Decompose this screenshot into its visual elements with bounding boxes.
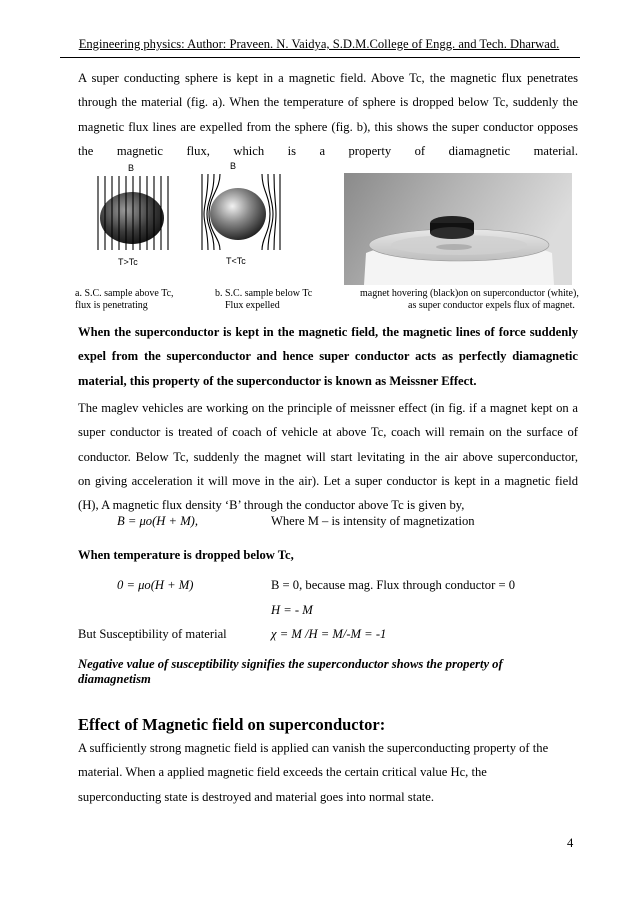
figure-a-b-label: B xyxy=(128,163,135,173)
figure-b-b-label: B xyxy=(230,161,237,171)
effect-line-1: A sufficiently strong magnetic field is applied can vanish the superconducting property of the xyxy=(78,741,549,755)
page-number: 4 xyxy=(567,836,574,850)
intro-line-3: magnetic flux lines are expelled from the sphere (fig. b), this shows the super conductor opposes xyxy=(78,119,578,134)
equation-zero-mu-h-m: 0 = μo(H + M) xyxy=(117,578,194,592)
equation-1-note: Where M – is intensity of magnetization xyxy=(271,514,475,528)
header-rule xyxy=(60,57,580,58)
figure-a-flux-penetrating xyxy=(90,160,200,270)
equation-2-note-1: B = 0, because mag. Flux through conductor = 0 xyxy=(271,578,515,592)
meissner-line-1: When the superconductor is kept in the magnetic field, the magnetic lines of force suddenly xyxy=(78,325,578,339)
figure-b-sphere xyxy=(210,188,266,240)
magnet-levitation-photo xyxy=(344,173,572,285)
negative-line-1: Negative value of susceptibility signifies the superconductor shows the property of xyxy=(78,657,503,671)
equation-b-mu-h-m: B = μo(H + M), xyxy=(117,514,199,528)
maglev-line-1: The maglev vehicles are working on the principle of meissner effect (in fig. if a magnet kept on a xyxy=(78,401,578,415)
caption-c-line-1: magnet hovering (black)on on superconductor (white), xyxy=(360,288,579,299)
caption-b-line-1: b. S.C. sample below Tc xyxy=(215,288,313,299)
maglev-line-4: on giving acceleration it will move in the air). Let a super conductor is kept in a magnetic field xyxy=(78,473,578,488)
figure-a-temp-label: T>Tc xyxy=(118,257,138,267)
intro-line-4: the magnetic flux, which is a property of diamagnetic material. xyxy=(78,143,578,158)
meissner-line-2: expel from the superconductor and hence super conductor acts as perfectly diamagnetic xyxy=(78,349,578,364)
caption-b-line-2: Flux expelled xyxy=(225,299,280,311)
intro-line-1: A super conducting sphere is kept in a magnetic field. Above Tc, the magnetic flux penetrates xyxy=(78,71,578,85)
caption-c-line-2: as super conductor expels flux of magnet. xyxy=(408,299,575,311)
caption-c xyxy=(346,288,596,311)
meissner-paragraph xyxy=(78,320,578,393)
negative-susceptibility-note xyxy=(78,657,578,687)
negative-line-2: diamagnetism xyxy=(78,672,151,686)
maglev-line-2: super conductor is treated of coach of vehicle at above Tc, coach will remain on the surface of xyxy=(78,425,578,440)
effect-paragraph xyxy=(78,736,578,809)
caption-a-line-2: flux is penetrating xyxy=(75,299,148,311)
maglev-line-5: (H), A magnetic flux density ‘B’ through the conductor above Tc is given by, xyxy=(78,498,465,513)
below-tc-heading: When temperature is dropped below Tc, xyxy=(78,548,294,562)
caption-a-line-1: a. S.C. sample above Tc, xyxy=(75,288,174,299)
meissner-line-3: material, this property of the superconductor is known as Meissner Effect. xyxy=(78,373,477,388)
caption-a xyxy=(75,288,174,311)
effect-line-2: material. When a applied magnetic field exceeds the certain critical value Hc, the xyxy=(78,765,487,780)
maglev-paragraph xyxy=(78,396,578,517)
intro-line-2: through the material (fig. a). When the temperature of sphere is dropped below Tc, suddenly the xyxy=(78,95,578,110)
susceptibility-label: But Susceptibility of material xyxy=(78,627,227,641)
photo-illustration xyxy=(344,173,572,285)
susceptibility-formula: χ = M /H = M/-M = -1 xyxy=(271,627,387,641)
figure-b-flux-expelled xyxy=(198,158,318,270)
page-header: Engineering physics: Author: Praveen. N. Vaidya, S.D.M.College of Engg. and Tech. Dharwad. xyxy=(78,37,560,51)
effect-line-3: superconducting state is destroyed and material goes into normal state. xyxy=(78,789,435,804)
maglev-line-3: conductor. Below Tc, suddenly the magnet will start levitating in the air above superconductor, xyxy=(78,449,578,464)
section-heading-effect: Effect of Magnetic field on superconductor: xyxy=(78,715,386,734)
figure-b-temp-label: T<Tc xyxy=(226,256,246,266)
caption-b xyxy=(215,288,312,311)
equation-2-note-2: H = - M xyxy=(271,603,313,617)
intro-paragraph xyxy=(78,66,578,163)
